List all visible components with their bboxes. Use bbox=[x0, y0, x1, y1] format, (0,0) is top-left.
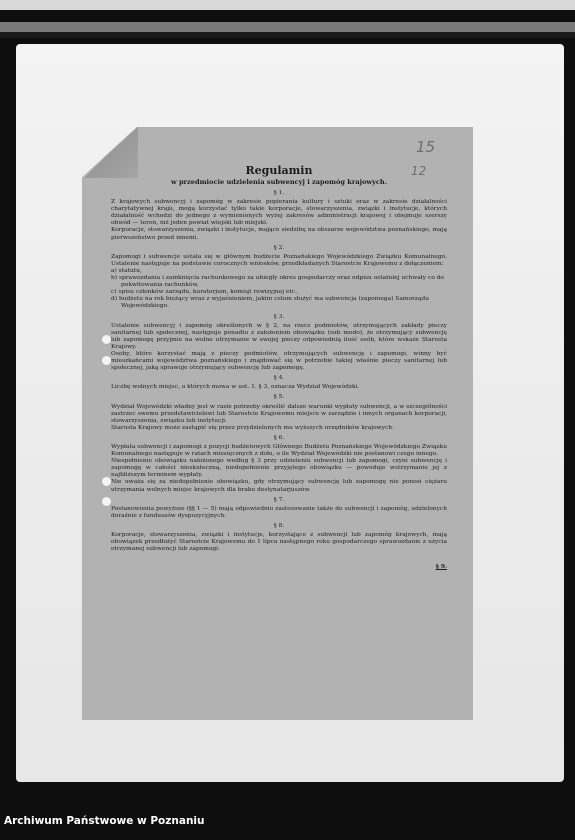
section-heading: § 1. bbox=[273, 190, 285, 196]
document-title: Regulamin bbox=[245, 164, 313, 177]
section-paragraph: Z krajowych subwencyj i zapomóg w zakresie popierania kultury i sztuki oraz w zakresie działalności charytatywnej kraju, mogą korzystać tylko takie korporacje, stowarzyszenia, związki i instytucje, których działalność wchodzi do jednego z wymienionych wyżej zakresów administracji krajowej i obejmuje szerszy obwód — teren, niż jeden powiat wiejski lub miejski. bbox=[111, 199, 447, 227]
section-paragraph: Korporacje, stowarzyszenia, związki i instytucje, mające siedzibę na obszarze województwa poznańskiego, mają pierwszeństwo przed innemi. bbox=[111, 227, 447, 241]
section-list-item: b) sprawozdania i zamknięcia rachunkowego za ubiegły okres gospodarczy oraz odpisu ostatniej uchwały co do pokwitowania rachunków, bbox=[111, 275, 444, 289]
section-list-item: a) statutu, bbox=[111, 267, 142, 274]
punch-hole bbox=[102, 497, 111, 506]
section bbox=[111, 314, 447, 373]
section bbox=[111, 394, 447, 431]
document-sections bbox=[111, 190, 447, 553]
continuation-section-number: § 9. bbox=[435, 563, 447, 571]
section bbox=[111, 435, 447, 494]
archive-label: Archiwum Państwowe w Poznaniu bbox=[4, 815, 205, 827]
section-heading: § 3. bbox=[273, 313, 285, 320]
section-heading: § 2. bbox=[273, 244, 285, 251]
section-paragraph: Postanowienia powyższe (§§ 1 — 5) mają odpowiednio zastosowanie także do subwencji i zapomóg, udzielonych doraźnie z funduszów dyspozycyjnych. bbox=[111, 505, 447, 519]
section-heading: § 6. bbox=[273, 434, 285, 441]
section bbox=[111, 190, 447, 242]
section-list-item: d) budżetu na rok bieżący wraz z wyjaśnieniem, jakim celom służyć ma subwencja (zapomoga) Samorządu Wojewódzkiego. bbox=[111, 296, 429, 310]
scan-strip-dark bbox=[0, 32, 575, 38]
scan-strip-light bbox=[0, 0, 575, 10]
handwritten-page-number: 15 bbox=[416, 138, 436, 156]
section bbox=[111, 523, 447, 553]
punch-hole bbox=[102, 335, 111, 344]
section-heading: § 7. bbox=[273, 496, 285, 503]
section-paragraph: Zapomogi i subwencje ustala się w głównym budżecie Poznańskiego Wojewódzkiego Związku Komunalnego. Ustalenie następuje na podstawie corocznych wniosków, przedkładanych Starostcie Krajowemu z dołączeniem: bbox=[111, 253, 447, 267]
section-heading: § 5. bbox=[273, 394, 285, 401]
section-paragraph: Ustalenie subwencyj i zapomóg określonych w § 2, na rzecz podmiotów, utrzymujących zakłady pieczy sanitarnej lub społecznej, następuje ponadto z założeniem obowiązku (sub modo), że otrzymujący subwencję lub zapomogę przyjmie na wolne utrzymanie w swojej pieczy odpowiednią ilość osób, które wskaże Starosta Krajowy. bbox=[111, 322, 447, 350]
section-paragraph: Osoby, które korzystać mają z pieczy podmiotów, otrzymujących subwencję i zapomogi, winny być mieszkańcami województwa poznańskiego i znajdować się w potrzebie takiej właśnie pieczy sanitarnej lub społecznej, jaką sprawuje otrzymujący subwencję lub zapomogę. bbox=[111, 350, 447, 372]
section-paragraph: Korporacje, stowarzyszenia, związki i instytucje, korzystające z subwencji lub zapomóg krajowych, mają obowiązek przedłożyć Starostcie Krajowemu do 1 lipca następnego roku gospodarczego sprawozdanie z użycia otrzymanej subwencji lub zapomogi. bbox=[111, 532, 447, 553]
punch-hole bbox=[102, 356, 111, 365]
section-paragraph: Niespełnienie obowiązku nałożonego według § 3 przy udzieleniu subwencji lub zapomogi, czyni subwencję i zapomogę w całości nieskuteczną, niedopełnienie przyjętego obowiązku — powoduje wstrzymanie jej z najbliższym terminem wypłaty. bbox=[111, 458, 447, 479]
document-body bbox=[111, 165, 447, 570]
section-paragraph: Starosta Krajowy może zastąpić się przez przydzielonych mu wyższych urzędników krajowych. bbox=[111, 424, 394, 431]
section-paragraph: Wypłata subwencji i zapomogi z pozycji budżetowych Głównego Budżetu Poznańskiego Wojewódzkiego Związku Komunalnego następuje w ratach miesięcznych z dołu, o ile Wydział Wojewódzki nie postanowi czego innego. bbox=[111, 444, 447, 458]
scan-strip-gray bbox=[0, 22, 575, 32]
handwritten-note: 12 bbox=[411, 164, 427, 178]
section-paragraph: Liczbę wolnych miejsc, o których mowa w ust. 1. § 3, oznacza Wydział Wojewódzki. bbox=[111, 384, 360, 391]
section-paragraph: Nie uważa się za niedopełnienie obowiązku, gdy otrzymujący subwencję lub zapomogę nie ponosi ciężaru utrzymania wolnych miejsc krajowych dla braku destynatarjuszów. bbox=[111, 479, 447, 493]
section-heading: § 4. bbox=[273, 375, 285, 382]
punch-hole bbox=[102, 477, 111, 486]
section-heading: § 8. bbox=[273, 522, 285, 529]
section-paragraph: Wydział Wojewódzki władny jest w razie potrzeby określić dalsze warunki wypłaty subwencji, a w szczególności zastrzec swemu przedstawicielowi lub Starostcie Krajowemu miejsce w zarządzie i innych organach korporacji, stowarzyszenia, związku lub instytucji. bbox=[111, 403, 447, 424]
section-list-item: c) spisu członków zarządu, kuratorjum, komisji rewizyjnej etc., bbox=[111, 289, 299, 296]
section bbox=[111, 245, 447, 311]
section bbox=[111, 375, 447, 391]
document-subtitle: w przedmiocie udzielenia subwencyj i zapomóg krajowych. bbox=[170, 178, 388, 186]
section bbox=[111, 497, 447, 520]
